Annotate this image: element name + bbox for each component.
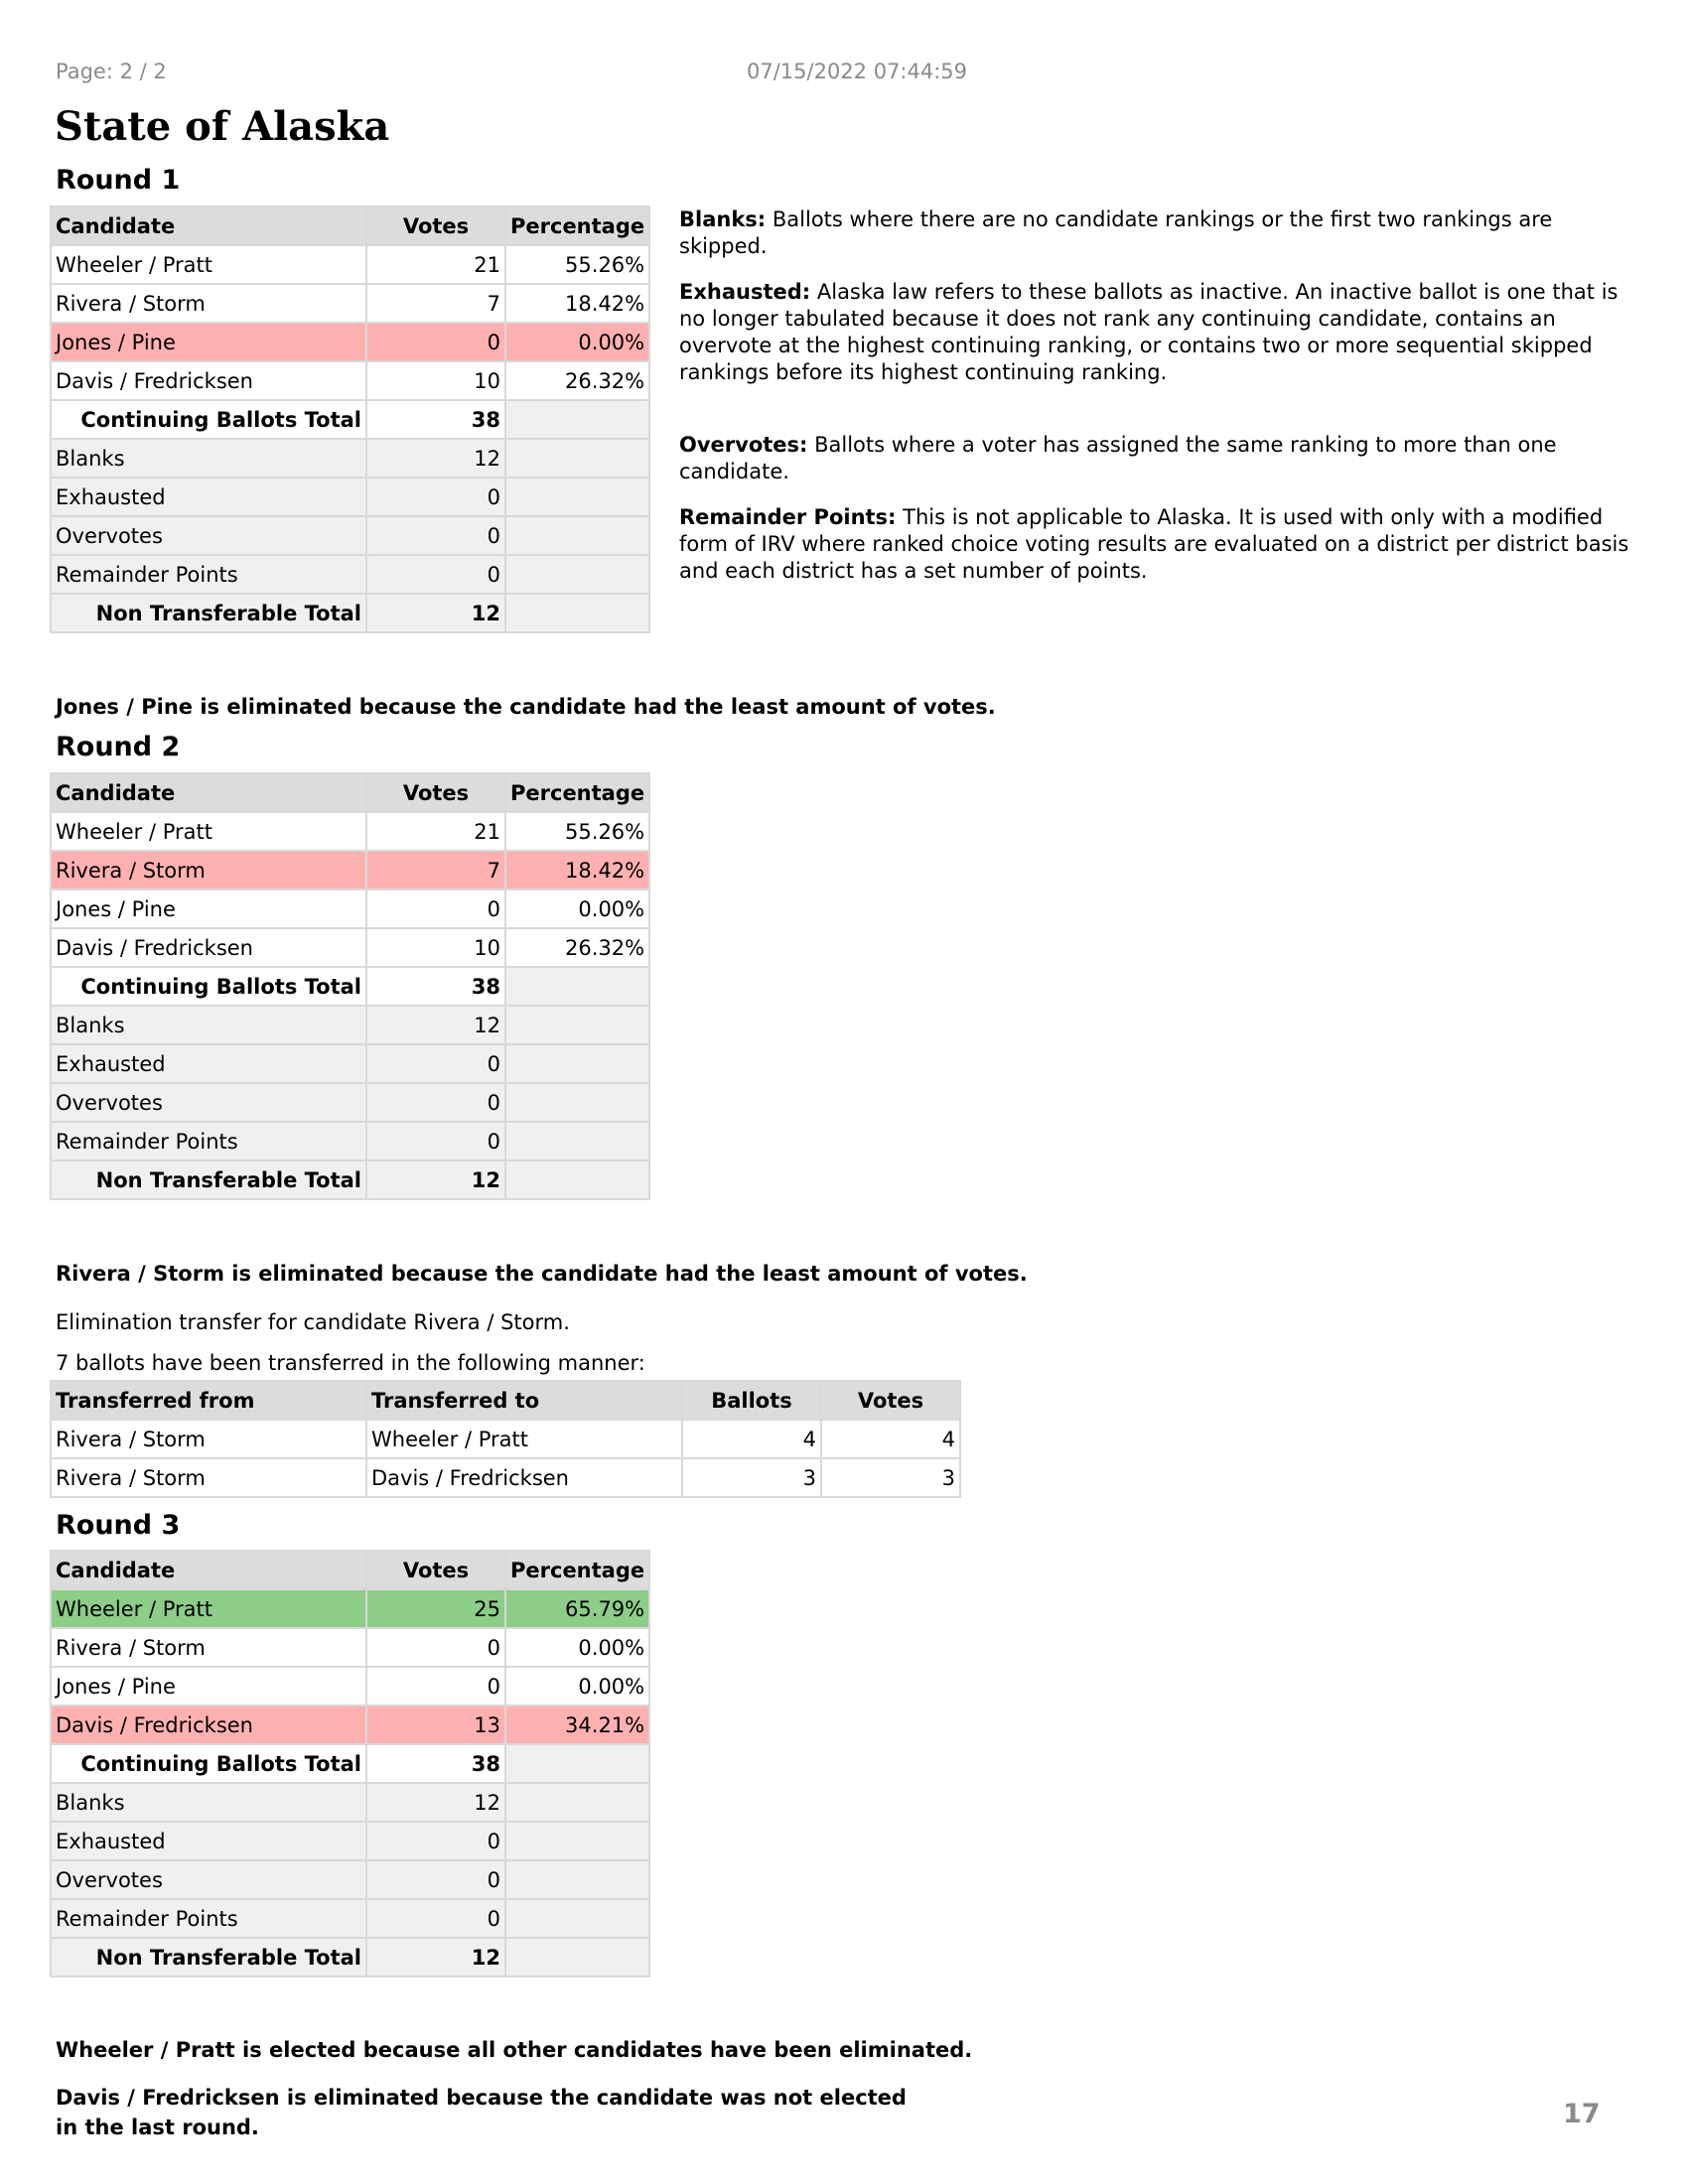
candidate-votes: 10 (367, 362, 504, 399)
candidate-votes: 21 (367, 246, 504, 283)
empty-cell (506, 1161, 648, 1198)
transfer-votes: 3 (822, 1459, 959, 1496)
column-header-candidate: Candidate (52, 774, 365, 811)
candidate-row-eliminated (52, 324, 648, 360)
candidate-row (52, 1629, 648, 1666)
candidate-percentage: 0.00% (506, 1629, 648, 1666)
candidate-votes: 0 (367, 1629, 504, 1666)
continuing-total-label: Continuing Ballots Total (52, 401, 365, 438)
overvotes-value: 0 (367, 1861, 504, 1898)
round-1-elimination-note: Jones / Pine is eliminated because the candidate had the least amount of votes. (56, 695, 996, 719)
overvotes-label: Overvotes (52, 1861, 365, 1898)
column-header-votes: Votes (822, 1382, 959, 1419)
candidate-percentage: 18.42% (506, 285, 648, 322)
empty-cell (506, 1084, 648, 1121)
non-transferable-total-value: 12 (367, 1939, 504, 1976)
remainder-points-label: Remainder Points (52, 1123, 365, 1160)
round-1-title: Round 1 (56, 165, 181, 196)
table-header-row (52, 1552, 648, 1588)
candidate-percentage: 0.00% (506, 324, 648, 360)
candidate-name: Rivera / Storm (52, 852, 365, 888)
transfer-votes: 4 (822, 1421, 959, 1457)
definition-overvotes (679, 432, 1632, 485)
transfer-ballots: 3 (683, 1459, 820, 1496)
candidate-percentage: 55.26% (506, 246, 648, 283)
transfer-table (50, 1380, 961, 1498)
candidate-votes: 7 (367, 285, 504, 322)
transfer-from: Rivera / Storm (52, 1459, 365, 1496)
column-header-ballots: Ballots (683, 1382, 820, 1419)
column-header-percentage: Percentage (506, 207, 648, 244)
round-3-elimination-note: Davis / Fredricksen is eliminated because the candidate was not elected in the last round. (56, 2086, 907, 2139)
table-header-row (52, 1382, 959, 1419)
transfer-row (52, 1421, 959, 1457)
candidate-name: Davis / Fredricksen (52, 929, 365, 966)
non-transferable-total-label: Non Transferable Total (52, 1939, 365, 1976)
round-2-title: Round 2 (56, 732, 181, 762)
empty-cell (506, 968, 648, 1005)
candidate-votes: 25 (367, 1590, 504, 1627)
transfer-intro: Elimination transfer for candidate Rivera / Storm. (56, 1310, 570, 1334)
round-3-table (50, 1550, 650, 1978)
column-header-votes: Votes (367, 1552, 504, 1588)
exhausted-row (52, 1045, 648, 1082)
candidate-votes: 13 (367, 1706, 504, 1743)
definition-term: Overvotes: (679, 433, 808, 457)
column-header-transferred-from: Transferred from (52, 1382, 365, 1419)
candidate-percentage: 65.79% (506, 1590, 648, 1627)
exhausted-value: 0 (367, 1045, 504, 1082)
candidate-percentage: 18.42% (506, 852, 648, 888)
exhausted-value: 0 (367, 1823, 504, 1859)
transfer-to: Wheeler / Pratt (367, 1421, 681, 1457)
exhausted-value: 0 (367, 478, 504, 515)
candidate-row-eliminated (52, 852, 648, 888)
overvotes-label: Overvotes (52, 517, 365, 554)
candidate-percentage: 0.00% (506, 890, 648, 927)
empty-cell (506, 1939, 648, 1976)
exhausted-label: Exhausted (52, 1823, 365, 1859)
candidate-percentage: 55.26% (506, 813, 648, 850)
candidate-votes: 0 (367, 324, 504, 360)
candidate-name: Wheeler / Pratt (52, 1590, 365, 1627)
remainder-points-row (52, 556, 648, 593)
remainder-points-value: 0 (367, 1900, 504, 1937)
non-transferable-total-row (52, 1161, 648, 1198)
candidate-row-elected (52, 1590, 648, 1627)
empty-cell (506, 1007, 648, 1043)
definition-term: Blanks: (679, 207, 767, 231)
table-header-row (52, 774, 648, 811)
blanks-label: Blanks (52, 1007, 365, 1043)
definition-blanks (679, 206, 1632, 260)
blanks-value: 12 (367, 1784, 504, 1821)
non-transferable-total-value: 12 (367, 1161, 504, 1198)
exhausted-row (52, 1823, 648, 1859)
empty-cell (506, 401, 648, 438)
continuing-total-value: 38 (367, 401, 504, 438)
empty-cell (506, 1784, 648, 1821)
candidate-row (52, 1668, 648, 1705)
empty-cell (506, 1045, 648, 1082)
column-header-transferred-to: Transferred to (367, 1382, 681, 1419)
continuing-total-row (52, 968, 648, 1005)
table-header-row (52, 207, 648, 244)
overvotes-row (52, 1861, 648, 1898)
definition-text: Ballots where there are no candidate rankings or the first two rankings are skipped. (679, 207, 1553, 258)
round-1-table (50, 205, 650, 633)
round-3-election-note: Wheeler / Pratt is elected because all other candidates have been eliminated. (56, 2038, 973, 2062)
candidate-name: Rivera / Storm (52, 285, 365, 322)
non-transferable-total-value: 12 (367, 595, 504, 631)
candidate-row (52, 285, 648, 322)
exhausted-row (52, 478, 648, 515)
continuing-total-row (52, 401, 648, 438)
page-title: State of Alaska (55, 103, 390, 150)
candidate-votes: 10 (367, 929, 504, 966)
page-number: 17 (1563, 2099, 1601, 2129)
candidate-votes: 0 (367, 1668, 504, 1705)
blanks-value: 12 (367, 1007, 504, 1043)
candidate-name: Wheeler / Pratt (52, 246, 365, 283)
empty-cell (506, 478, 648, 515)
blanks-label: Blanks (52, 1784, 365, 1821)
non-transferable-total-label: Non Transferable Total (52, 595, 365, 631)
candidate-percentage: 26.32% (506, 362, 648, 399)
blanks-row (52, 440, 648, 477)
overvotes-row (52, 517, 648, 554)
continuing-total-label: Continuing Ballots Total (52, 1745, 365, 1782)
report-timestamp: 07/15/2022 07:44:59 (747, 60, 968, 83)
candidate-name: Davis / Fredricksen (52, 362, 365, 399)
column-header-percentage: Percentage (506, 1552, 648, 1588)
definition-term: Exhausted: (679, 280, 811, 304)
candidate-votes: 21 (367, 813, 504, 850)
empty-cell (506, 1900, 648, 1937)
candidate-percentage: 0.00% (506, 1668, 648, 1705)
remainder-points-value: 0 (367, 1123, 504, 1160)
blanks-row (52, 1784, 648, 1821)
candidate-percentage: 26.32% (506, 929, 648, 966)
round-3-title: Round 3 (56, 1510, 181, 1541)
candidate-name: Davis / Fredricksen (52, 1706, 365, 1743)
candidate-votes: 0 (367, 890, 504, 927)
column-header-candidate: Candidate (52, 1552, 365, 1588)
remainder-points-value: 0 (367, 556, 504, 593)
continuing-total-row (52, 1745, 648, 1782)
candidate-name: Jones / Pine (52, 890, 365, 927)
transfer-to: Davis / Fredricksen (367, 1459, 681, 1496)
round-2-elimination-note: Rivera / Storm is eliminated because the candidate had the least amount of votes. (56, 1262, 1028, 1286)
transfer-row (52, 1459, 959, 1496)
continuing-total-value: 38 (367, 968, 504, 1005)
definition-text: Alaska law refers to these ballots as inactive. An inactive ballot is one that is no longer tabulated because it does not rank any continuing candidate, contains an overvote at the highest continuing ranking, or contains two or more sequential skipped rankings before its highest continuing ranking. (679, 280, 1618, 384)
column-header-votes: Votes (367, 774, 504, 811)
candidate-row-eliminated (52, 1706, 648, 1743)
remainder-points-row (52, 1900, 648, 1937)
candidate-row (52, 929, 648, 966)
empty-cell (506, 440, 648, 477)
definition-remainder-points (679, 504, 1632, 585)
continuing-total-label: Continuing Ballots Total (52, 968, 365, 1005)
empty-cell (506, 1861, 648, 1898)
transfer-ballots: 4 (683, 1421, 820, 1457)
candidate-name: Rivera / Storm (52, 1629, 365, 1666)
exhausted-label: Exhausted (52, 478, 365, 515)
exhausted-label: Exhausted (52, 1045, 365, 1082)
candidate-name: Jones / Pine (52, 324, 365, 360)
candidate-row (52, 362, 648, 399)
non-transferable-total-label: Non Transferable Total (52, 1161, 365, 1198)
candidate-name: Wheeler / Pratt (52, 813, 365, 850)
definition-exhausted (679, 279, 1632, 386)
empty-cell (506, 1123, 648, 1160)
remainder-points-row (52, 1123, 648, 1160)
empty-cell (506, 1823, 648, 1859)
blanks-label: Blanks (52, 440, 365, 477)
definition-term: Remainder Points: (679, 505, 897, 529)
candidate-percentage: 34.21% (506, 1706, 648, 1743)
round-2-table (50, 772, 650, 1200)
column-header-votes: Votes (367, 207, 504, 244)
overvotes-value: 0 (367, 1084, 504, 1121)
column-header-percentage: Percentage (506, 774, 648, 811)
candidate-row (52, 813, 648, 850)
empty-cell (506, 517, 648, 554)
non-transferable-total-row (52, 595, 648, 631)
definition-text: This is not applicable to Alaska. It is used with only with a modified form of IRV where ranked choice voting results are evaluated on a district per district basis and each district has a set number of points. (679, 505, 1629, 583)
empty-cell (506, 556, 648, 593)
candidate-name: Jones / Pine (52, 1668, 365, 1705)
candidate-row (52, 890, 648, 927)
definition-text: Ballots where a voter has assigned the same ranking to more than one candidate. (679, 433, 1557, 483)
remainder-points-label: Remainder Points (52, 1900, 365, 1937)
candidate-votes: 7 (367, 852, 504, 888)
transfer-summary: 7 ballots have been transferred in the following manner: (56, 1351, 645, 1375)
blanks-row (52, 1007, 648, 1043)
empty-cell (506, 1745, 648, 1782)
non-transferable-total-row (52, 1939, 648, 1976)
overvotes-value: 0 (367, 517, 504, 554)
blanks-value: 12 (367, 440, 504, 477)
remainder-points-label: Remainder Points (52, 556, 365, 593)
page-indicator: Page: 2 / 2 (56, 60, 167, 83)
overvotes-row (52, 1084, 648, 1121)
transfer-from: Rivera / Storm (52, 1421, 365, 1457)
overvotes-label: Overvotes (52, 1084, 365, 1121)
candidate-row (52, 246, 648, 283)
column-header-candidate: Candidate (52, 207, 365, 244)
continuing-total-value: 38 (367, 1745, 504, 1782)
empty-cell (506, 595, 648, 631)
